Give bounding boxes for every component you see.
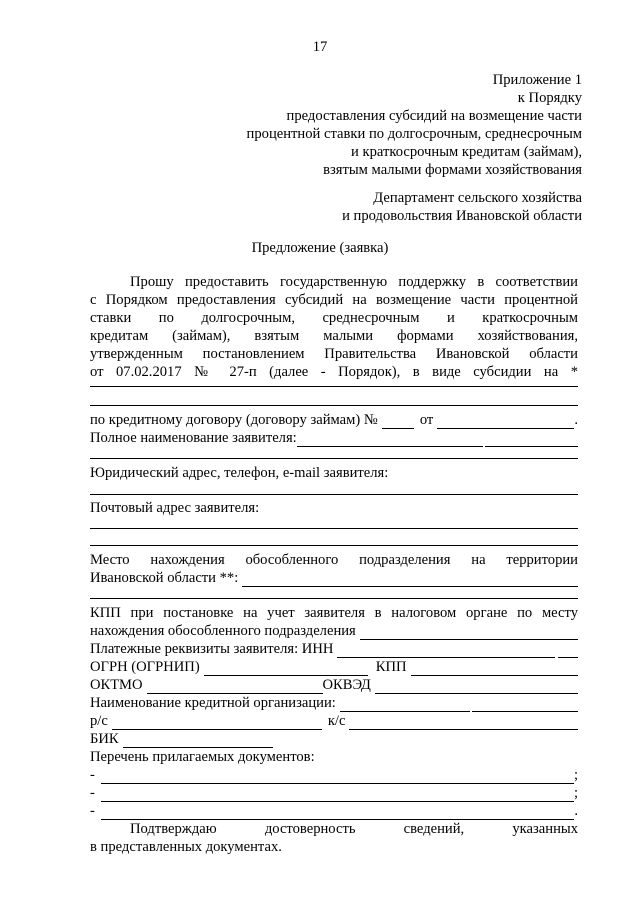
oktmo-field[interactable] bbox=[147, 679, 323, 694]
semicolon: ; bbox=[573, 767, 578, 783]
header-line-2: к Порядку bbox=[517, 90, 582, 106]
postal-address-row bbox=[90, 499, 578, 517]
legal-address-field[interactable] bbox=[90, 494, 578, 495]
kpp-row bbox=[90, 622, 578, 640]
doc-item-2 bbox=[90, 784, 578, 802]
header-line-5: и краткосрочным кредитам (займам), bbox=[351, 144, 582, 160]
contract-number-field[interactable] bbox=[382, 414, 414, 429]
header-line-6: взятым малыми формами хозяйствования bbox=[323, 162, 582, 178]
kpp-line-1: КПП при постановке на учет заявителя в налоговом органе по месту bbox=[90, 605, 578, 621]
docs-list-label: Перечень прилагаемых документов: bbox=[90, 749, 315, 765]
doc-item-3 bbox=[90, 802, 578, 820]
confirm-line-1: Подтверждаю достоверность сведений, указанных bbox=[130, 821, 578, 837]
para-line-2: с Порядком предоставления субсидий на возмещение части процентной bbox=[90, 292, 578, 308]
full-name-label: Полное наименование заявителя: bbox=[90, 430, 297, 446]
kpp-label: КПП bbox=[375, 659, 407, 675]
accounts-row bbox=[90, 712, 578, 730]
confirm-line-2: в представленных документах. bbox=[90, 839, 282, 855]
header-line-1: Приложение 1 bbox=[492, 72, 582, 88]
credit-org-field-extra[interactable] bbox=[472, 697, 578, 712]
period: . bbox=[574, 412, 578, 428]
kpp-line-2: нахождения обособленного подразделения bbox=[90, 623, 356, 639]
fill-line[interactable] bbox=[90, 545, 578, 546]
period: . bbox=[574, 803, 578, 819]
para-line-3: ставки по долгосрочным, среднесрочным и краткосрочным bbox=[90, 310, 578, 326]
ks-label: к/с bbox=[327, 713, 346, 729]
location-line-1: Место нахождения обособленного подразделения на территории bbox=[90, 552, 578, 568]
semicolon: ; bbox=[573, 785, 578, 801]
credit-org-field[interactable] bbox=[340, 697, 470, 712]
header-line-4: процентной ставки по долгосрочным, среднесрочным bbox=[246, 126, 582, 142]
from-label: от bbox=[419, 412, 434, 428]
okved-label: ОКВЭД bbox=[322, 677, 371, 693]
fill-line[interactable] bbox=[90, 386, 578, 387]
location-label: Ивановской области **: bbox=[90, 570, 239, 586]
okved-field[interactable] bbox=[375, 679, 578, 694]
inn-label: Платежные реквизиты заявителя: ИНН bbox=[90, 641, 334, 657]
form-title: Предложение (заявка) bbox=[251, 240, 389, 256]
bik-row bbox=[90, 730, 578, 748]
dash: - bbox=[90, 785, 95, 801]
para-line-5: утвержденным постановлением Правительства Ивановской области bbox=[90, 346, 578, 362]
location-row bbox=[90, 569, 578, 587]
inn-row bbox=[90, 640, 578, 658]
fill-line[interactable] bbox=[90, 405, 578, 406]
doc-item-field-1[interactable] bbox=[101, 769, 574, 784]
oktmo-row bbox=[90, 676, 578, 694]
doc-item-field-2[interactable] bbox=[101, 787, 574, 802]
ks-field[interactable] bbox=[349, 715, 578, 730]
oktmo-label: ОКТМО bbox=[90, 677, 143, 693]
bik-label: БИК bbox=[90, 731, 119, 747]
page-number: 17 bbox=[312, 39, 328, 55]
doc-item-1 bbox=[90, 766, 578, 784]
contract-date-field[interactable] bbox=[437, 414, 574, 429]
kpp-field[interactable] bbox=[411, 661, 578, 676]
ogrn-row bbox=[90, 658, 578, 676]
dash: - bbox=[90, 767, 95, 783]
rs-label: р/с bbox=[90, 713, 108, 729]
postal-address-label: Почтовый адрес заявителя: bbox=[90, 500, 260, 516]
bik-field[interactable] bbox=[123, 733, 273, 748]
legal-address-row bbox=[90, 464, 578, 482]
postal-address-field[interactable] bbox=[90, 528, 578, 529]
credit-org-row bbox=[90, 694, 578, 712]
loan-contract-row bbox=[90, 411, 578, 429]
kpp-registration-field[interactable] bbox=[360, 625, 578, 640]
fill-line[interactable] bbox=[90, 458, 578, 459]
loan-contract-label: по кредитному договору (договору займам) № bbox=[90, 412, 378, 428]
confirm-row bbox=[90, 838, 578, 856]
ogrn-label: ОГРН (ОГРНИП) bbox=[90, 659, 200, 675]
location-field[interactable] bbox=[242, 572, 578, 587]
header-line-3: предоставления субсидий на возмещение части bbox=[286, 108, 582, 124]
rs-field[interactable] bbox=[112, 715, 322, 730]
legal-address-label: Юридический адрес, телефон, e-mail заявителя: bbox=[90, 465, 389, 481]
full-name-field[interactable] bbox=[297, 432, 483, 447]
department-line-1: Департамент сельского хозяйства bbox=[373, 190, 582, 206]
para-line-1: Прошу предоставить государственную поддержку в соответствии bbox=[130, 274, 578, 290]
dash: - bbox=[90, 803, 95, 819]
fill-line[interactable] bbox=[90, 598, 578, 599]
full-name-row bbox=[90, 429, 578, 447]
para-line-6: от 07.02.2017 № 27-п (далее - Порядок), в виде субсидии на * bbox=[90, 364, 578, 380]
inn-field-extra[interactable] bbox=[558, 643, 578, 658]
para-line-4: кредитам (займам), взятым малыми формами хозяйствования, bbox=[90, 328, 578, 344]
credit-org-label: Наименование кредитной организации: bbox=[90, 695, 336, 711]
inn-field[interactable] bbox=[337, 643, 555, 658]
ogrn-field[interactable] bbox=[204, 661, 368, 676]
full-name-field-extra[interactable] bbox=[485, 432, 578, 447]
doc-item-field-3[interactable] bbox=[101, 805, 574, 820]
department-line-2: и продовольствия Ивановской области bbox=[342, 208, 582, 224]
docs-row bbox=[90, 748, 578, 766]
